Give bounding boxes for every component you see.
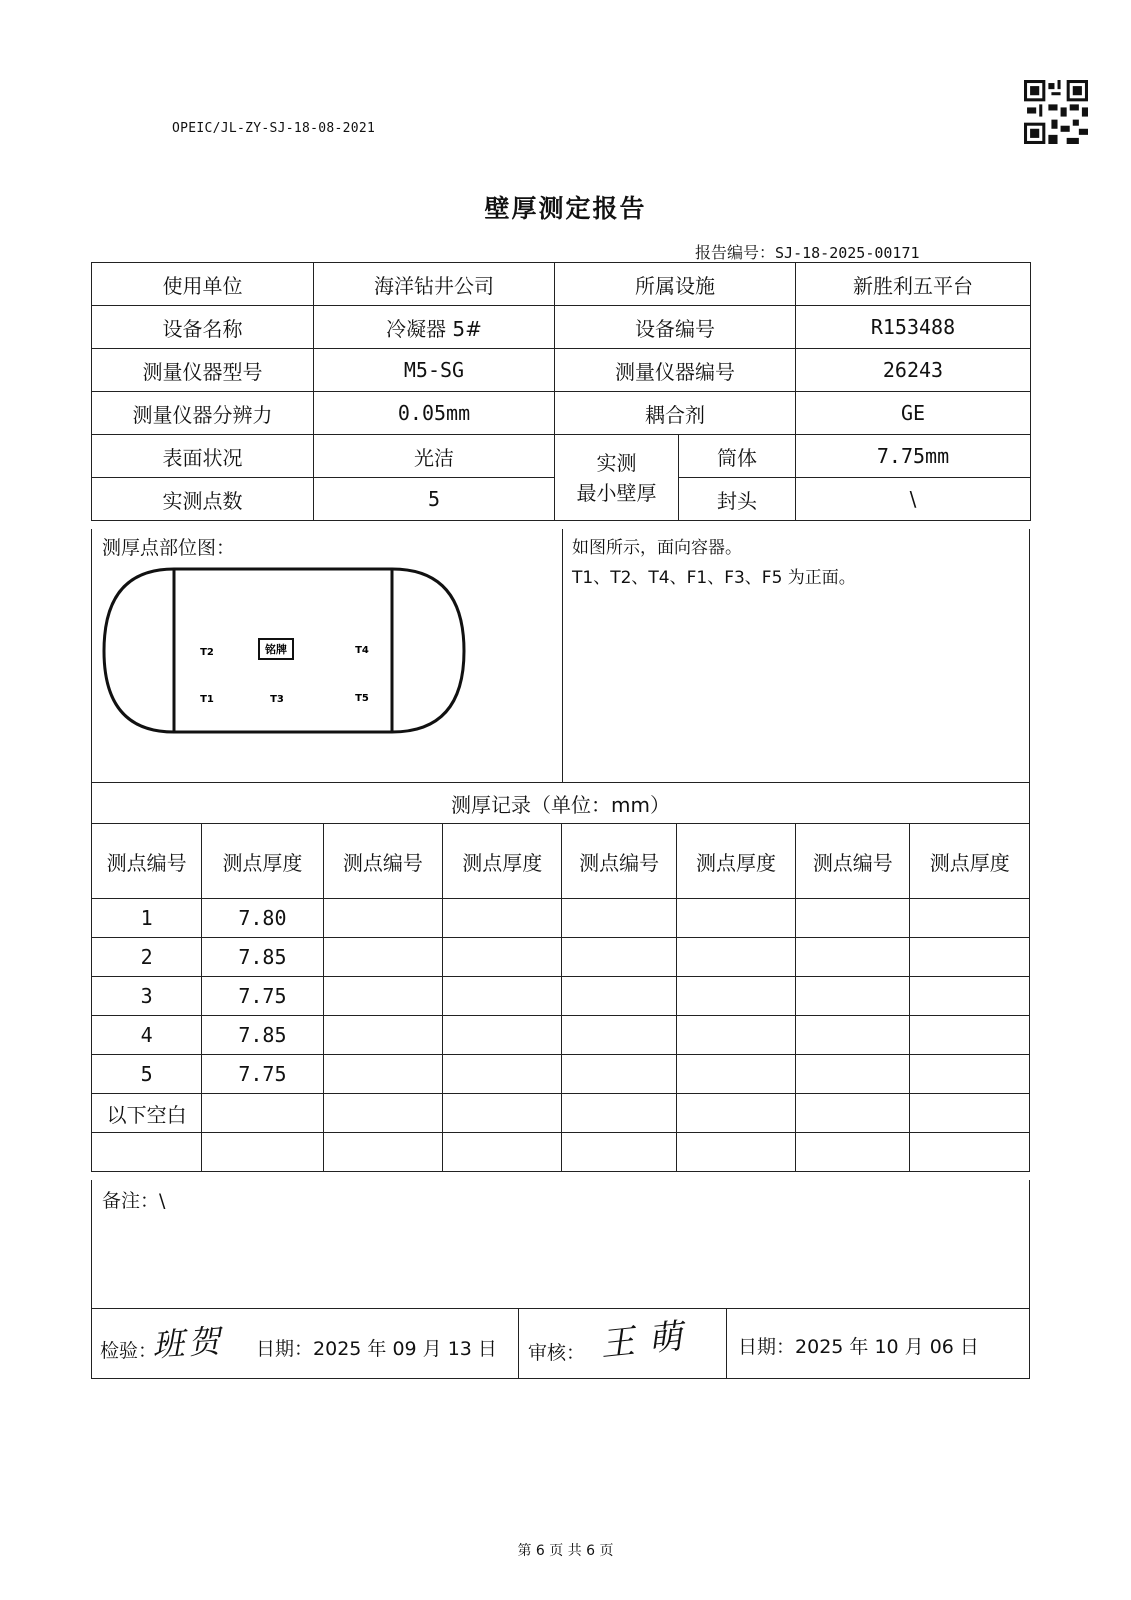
header-thickness: 测点厚度 [676,824,795,899]
nameplate-label: 铭牌 [265,643,287,656]
document-code: OPEIC/JL-ZY-SJ-18-08-2021 [172,121,376,136]
remarks-section [91,1180,1030,1309]
couplant-label: 耦合剂 [555,392,796,435]
review-date-label: 日期： [738,1336,796,1358]
signoff-divider [518,1308,519,1378]
diagram-note-line1: 如图所示，面向容器。 [572,538,742,558]
signoff-section [91,1308,1030,1379]
header-thickness: 测点厚度 [443,824,562,899]
point-number: 2 [92,938,202,977]
point-count-label: 实测点数 [92,478,314,521]
table-row [92,977,1030,1016]
point-t3: T3 [270,694,284,705]
records-title: 测厚记录（单位：mm） [92,783,1030,824]
table-row [92,1133,1030,1172]
point-count-value: 5 [314,478,555,521]
blank-below-note: 以下空白 [92,1094,202,1133]
inspect-date-label: 日期： [256,1338,314,1360]
user-unit-label: 使用单位 [92,263,314,306]
diagram-section [91,529,1030,783]
user-unit-value: 海洋钻井公司 [314,263,555,306]
remarks-value: \ [159,1190,166,1212]
header-point-no: 测点编号 [92,824,202,899]
inspect-date [256,1334,497,1361]
table-row [92,1055,1030,1094]
head-min-thickness: \ [796,478,1031,521]
surface-condition-value: 光洁 [314,435,555,478]
resolution-label: 测量仪器分辨力 [92,392,314,435]
review-date-value: 2025 年 10 月 06 日 [795,1336,979,1358]
equipment-name-value: 冷凝器 5# [314,306,555,349]
reviewer-signature: 王萌 [598,1315,699,1365]
report-title: 壁厚测定报告 [484,194,647,223]
diagram-label: 测厚点部位图： [102,537,236,559]
min-thickness-label-line2: 最小壁厚 [576,480,657,505]
resolution-value: 0.05mm [314,392,555,435]
point-t4: T4 [355,645,369,656]
facility-value: 新胜利五平台 [796,263,1031,306]
header-thickness: 测点厚度 [910,824,1030,899]
page-footer: 第 6 页 共 6 页 [517,1543,614,1559]
header-thickness: 测点厚度 [202,824,323,899]
report-number [695,240,920,263]
header-point-no: 测点编号 [323,824,442,899]
facility-label: 所属设施 [555,263,796,306]
point-thickness: 7.75 [202,1055,323,1094]
vessel-diagram [92,529,562,782]
report-number-label: 报告编号： [695,243,776,262]
equipment-number-value: R153488 [796,306,1031,349]
point-thickness: 7.75 [202,977,323,1016]
inspector-signature: 班贺 [150,1321,226,1365]
report-number-value: SJ-18-2025-00171 [775,244,920,262]
instrument-number-label: 测量仪器编号 [555,349,796,392]
point-thickness: 7.85 [202,938,323,977]
review-date [738,1332,979,1359]
min-thickness-label-line1: 实测 [596,450,637,475]
header-point-no: 测点编号 [562,824,676,899]
equipment-name-label: 设备名称 [92,306,314,349]
inspect-date-value: 2025 年 09 月 13 日 [313,1338,497,1360]
qr-code-icon [1024,80,1088,144]
point-t5: T5 [355,693,369,704]
point-t2: T2 [200,647,214,658]
signoff-divider [726,1308,727,1378]
table-row [92,1094,1030,1133]
surface-condition-label: 表面状况 [92,435,314,478]
header-point-no: 测点编号 [796,824,910,899]
min-thickness-label [555,435,679,521]
equipment-number-label: 设备编号 [555,306,796,349]
remarks [102,1186,165,1213]
point-number: 5 [92,1055,202,1094]
remarks-label: 备注： [102,1190,160,1212]
shell-label: 筒体 [679,435,796,478]
table-row [92,1016,1030,1055]
table-row [92,938,1030,977]
point-number: 4 [92,1016,202,1055]
diagram-panel [92,529,563,782]
table-row [92,899,1030,938]
point-t1: T1 [200,694,214,705]
thickness-records-table [91,782,1030,1172]
point-thickness: 7.80 [202,899,323,938]
point-thickness: 7.85 [202,1016,323,1055]
point-number: 1 [92,899,202,938]
inspect-label: 检验： [100,1340,158,1362]
instrument-number-value: 26243 [796,349,1031,392]
equipment-info-table [91,262,1031,521]
instrument-model-label: 测量仪器型号 [92,349,314,392]
diagram-note [572,533,856,593]
review-label: 审核： [528,1342,586,1364]
head-label: 封头 [679,478,796,521]
diagram-note-line2: T1、T2、T4、F1、F3、F5 为正面。 [572,568,856,588]
point-number: 3 [92,977,202,1016]
couplant-value: GE [796,392,1031,435]
shell-min-thickness: 7.75mm [796,435,1031,478]
instrument-model-value: M5-SG [314,349,555,392]
